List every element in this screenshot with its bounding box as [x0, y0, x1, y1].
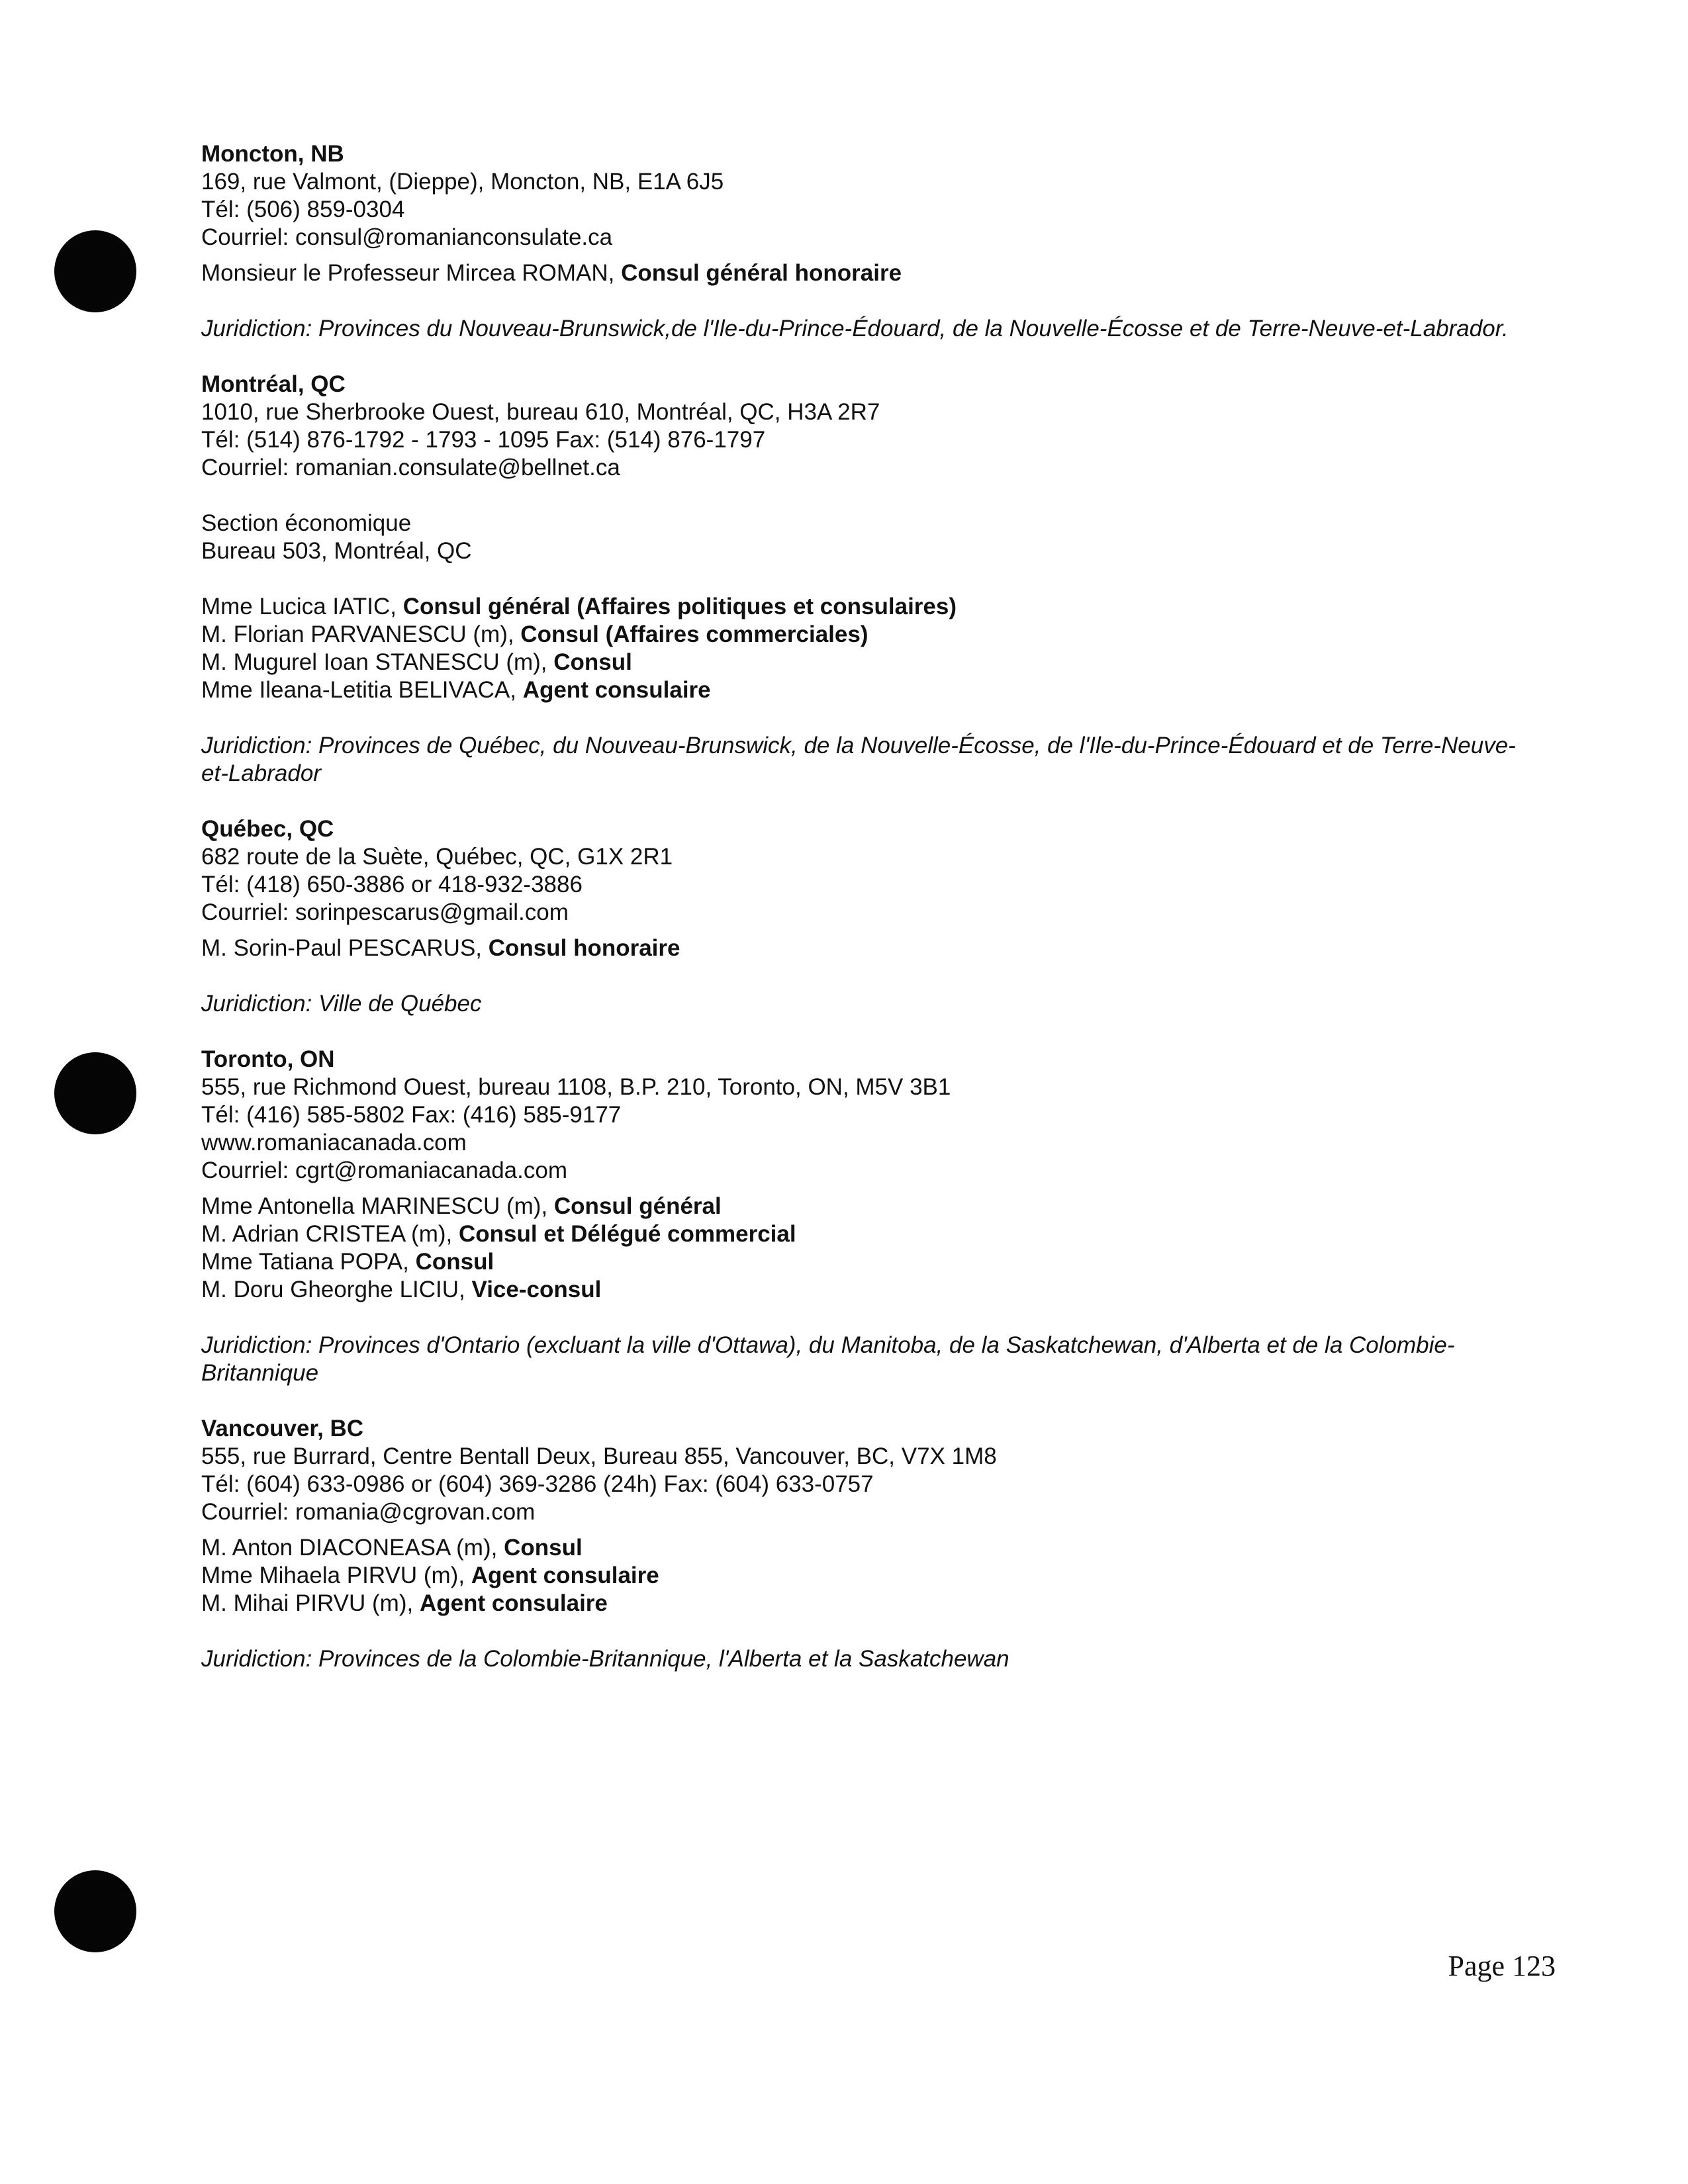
staff-entry [201, 1220, 1565, 1248]
jurisdiction-note: Juridiction: Provinces du Nouveau-Brunswick,de l'Ile-du-Prince-Édouard, de la Nouvelle-Écosse et de Terre-Neuve-et-Labrador. [201, 316, 1509, 341]
staff-entry [201, 1590, 1565, 1617]
city-heading: Montréal, QC [201, 371, 346, 397]
staff-entry [201, 1248, 1565, 1276]
staff-role: Agent consulaire [522, 677, 711, 703]
staff-entry [201, 1562, 1565, 1590]
staff-entry [201, 676, 1565, 704]
staff-role: Agent consulaire [419, 1590, 608, 1616]
staff-role: Consul général honoraire [621, 260, 902, 286]
jurisdiction-note: Juridiction: Provinces de la Colombie-Britannique, l'Alberta et la Saskatchewan [201, 1646, 1009, 1672]
staff-name: Mme Tatiana POPA, [201, 1249, 416, 1275]
address-line: 555, rue Burrard, Centre Bentall Deux, Bureau 855, Vancouver, BC, V7X 1M8 [201, 1443, 997, 1469]
city-heading: Moncton, NB [201, 141, 344, 167]
staff-name: Mme Ileana-Letitia BELIVACA, [201, 677, 523, 703]
staff-role: Consul [415, 1249, 494, 1275]
address-line: 169, rue Valmont, (Dieppe), Moncton, NB, E1A 6J5 [201, 169, 724, 195]
binder-hole [54, 230, 136, 312]
staff-entry [201, 1276, 1565, 1304]
staff-entry [201, 259, 1565, 287]
address-line: 1010, rue Sherbrooke Ouest, bureau 610, Montréal, QC, H3A 2R7 [201, 399, 880, 425]
staff-name: M. Mugurel Ioan STANESCU (m), [201, 649, 554, 675]
phone-line: Tél: (514) 876-1792 - 1793 - 1095 Fax: (514) 876-1797 [201, 427, 766, 453]
staff-role: Consul général (Affaires politiques et consulaires) [402, 594, 957, 619]
economic-section-address: Bureau 503, Montréal, QC [201, 538, 472, 564]
city-heading: Vancouver, BC [201, 1416, 364, 1441]
staff-entry [201, 1193, 1565, 1220]
email-line: Courriel: romania@cgrovan.com [201, 1499, 536, 1525]
staff-name: M. Sorin-Paul PESCARUS, [201, 935, 489, 961]
staff-role: Consul (Affaires commerciales) [520, 621, 868, 647]
staff-name: Mme Antonella MARINESCU (m), [201, 1193, 554, 1219]
staff-name: M. Doru Gheorghe LICIU, [201, 1277, 472, 1302]
phone-line: Tél: (604) 633-0986 or (604) 369-3286 (24h) Fax: (604) 633-0757 [201, 1471, 874, 1497]
economic-section-title: Section économique [201, 510, 412, 536]
staff-role: Consul honoraire [488, 935, 680, 961]
consulate-montreal [201, 371, 1565, 788]
staff-list [201, 593, 1565, 704]
consulate-vancouver [201, 1415, 1565, 1673]
jurisdiction-note: Juridiction: Ville de Québec [201, 991, 482, 1017]
website-line: www.romaniacanada.com [201, 1130, 467, 1156]
phone-line: Tél: (418) 650-3886 or 418-932-3886 [201, 872, 583, 897]
staff-entry [201, 1534, 1565, 1562]
staff-entry [201, 593, 1565, 621]
staff-entry [201, 621, 1565, 649]
address-line: 555, rue Richmond Ouest, bureau 1108, B.P. 210, Toronto, ON, M5V 3B1 [201, 1074, 951, 1100]
email-line: Courriel: romanian.consulate@bellnet.ca [201, 455, 620, 480]
staff-name: Monsieur le Professeur Mircea ROMAN, [201, 260, 622, 286]
staff-role: Agent consulaire [471, 1563, 659, 1588]
staff-name: Mme Lucica IATIC, [201, 594, 403, 619]
phone-line: Tél: (506) 859-0304 [201, 197, 405, 222]
staff-role: Consul général [553, 1193, 722, 1219]
city-heading: Québec, QC [201, 816, 334, 842]
consulate-list [201, 140, 1565, 1701]
staff-name: M. Mihai PIRVU (m), [201, 1590, 420, 1616]
consulate-quebec [201, 815, 1565, 1018]
staff-name: Mme Mihaela PIRVU (m), [201, 1563, 471, 1588]
economic-section [201, 510, 1565, 565]
consulate-toronto [201, 1046, 1565, 1387]
email-line: Courriel: consul@romanianconsulate.ca [201, 224, 613, 250]
consulate-moncton [201, 140, 1565, 343]
email-line: Courriel: sorinpescarus@gmail.com [201, 899, 569, 925]
staff-role: Consul et Délégué commercial [458, 1221, 796, 1247]
staff-entry [201, 934, 1565, 962]
staff-name: M. Florian PARVANESCU (m), [201, 621, 521, 647]
staff-role: Vice-consul [471, 1277, 602, 1302]
page-number: Page 123 [1448, 1950, 1556, 1982]
jurisdiction-note: Juridiction: Provinces d'Ontario (excluant la ville d'Ottawa), du Manitoba, de la Saskatchewan, d'Alberta et de la Colombie-Britannique [201, 1332, 1455, 1386]
staff-entry [201, 649, 1565, 676]
phone-line: Tél: (416) 585-5802 Fax: (416) 585-9177 [201, 1102, 622, 1128]
staff-name: M. Anton DIACONEASA (m), [201, 1535, 504, 1561]
binder-hole [54, 1870, 136, 1952]
staff-name: M. Adrian CRISTEA (m), [201, 1221, 459, 1247]
jurisdiction-note: Juridiction: Provinces de Québec, du Nouveau-Brunswick, de la Nouvelle-Écosse, de l'Ile-du-Prince-Édouard et de Terre-Neuve-et-Labrador [201, 733, 1516, 786]
binder-hole [54, 1052, 136, 1134]
staff-role: Consul [504, 1535, 583, 1561]
address-line: 682 route de la Suète, Québec, QC, G1X 2R1 [201, 844, 673, 870]
email-line: Courriel: cgrt@romaniacanada.com [201, 1158, 567, 1183]
staff-role: Consul [553, 649, 632, 675]
city-heading: Toronto, ON [201, 1046, 335, 1072]
